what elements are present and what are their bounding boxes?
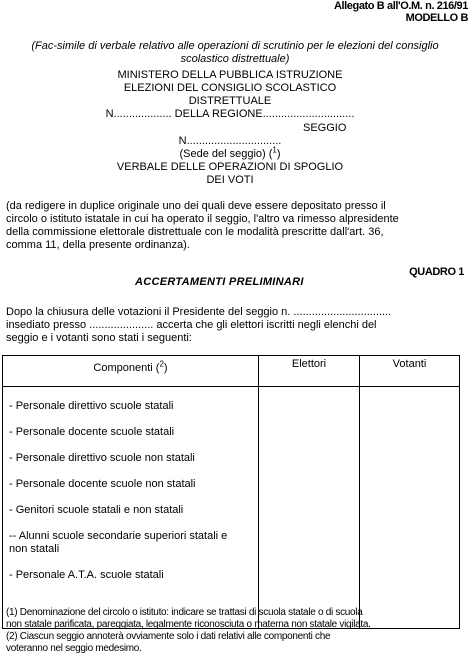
footnote-2-line1: (2) Ciascun seggio annoterà ovviamente solo i dati relativi alle componenti che <box>6 631 331 642</box>
section-title: ACCERTAMENTI PRELIMINARI <box>135 276 304 288</box>
instructions-line4: comma 11, della presente ordinanza). <box>6 239 190 251</box>
col-header-votanti: Votanti <box>360 356 460 387</box>
intro-note-line2: scolastico distrettuale) <box>180 53 290 65</box>
table-body-row <box>3 387 460 629</box>
election-title: ELEZIONI DEL CONSIGLIO SCOLASTICO <box>123 82 337 94</box>
componenti-footnote-ref: 2 <box>159 359 164 369</box>
table-row: - Personale docente scuole non statali <box>9 478 196 490</box>
col-header-elettori: Elettori <box>259 356 360 387</box>
table-row: - Personale direttivo scuole statali <box>9 400 174 412</box>
sede-footnote-ref: 1 <box>272 145 277 155</box>
instructions-line1: (da redigere in duplice originale uno dei quali deve essere depositato presso il <box>6 200 386 212</box>
elettori-column <box>259 387 360 629</box>
region-line: N................... DELLA REGIONE.............................. <box>105 108 355 120</box>
verbale-title-line1: VERBALE DELLE OPERAZIONI DI SPOGLIO <box>116 161 344 173</box>
table-row-continuation: non statali <box>9 543 60 555</box>
body-para-line1: Dopo la chiusura delle votazioni il Presidente del seggio n. ................................ <box>6 306 392 318</box>
votanti-column <box>360 387 460 629</box>
table-row: - Personale A.T.A. scuole statali <box>9 569 164 581</box>
componenti-column <box>3 387 259 629</box>
ministry-title: MINISTERO DELLA PUBBLICA ISTRUZIONE <box>117 69 343 81</box>
col-header-componenti: Componenti ($^2$) <box>3 356 259 387</box>
seggio-label: SEGGIO <box>303 122 347 134</box>
verbale-title-line2: DEI VOTI <box>206 174 254 186</box>
body-para-line2: insediato presso ..................... accerta che gli elettori iscritti negli elenchi del <box>6 319 377 331</box>
footnote-2-line2: voteranno nel seggio medesimo. <box>6 643 142 654</box>
table-row: - Personale direttivo scuole non statali <box>9 452 195 464</box>
seggio-number-line: N............................... <box>178 135 282 147</box>
intro-note-line1: (Fac-simile di verbale relativo alle operazioni di scrutinio per le elezioni del consiglio <box>31 40 439 52</box>
sede-label: (Sede del seggio) ( <box>179 148 273 160</box>
body-para-line3: seggio e i votanti sono stati i seguenti: <box>6 332 192 344</box>
instructions-line3: della commissione elettorale distrettuale con le modalità prescritte dall'art. 36, <box>6 226 384 238</box>
quadro-label: QUADRO 1 <box>409 266 464 278</box>
modello-label: MODELLO B <box>405 12 468 24</box>
sede-line <box>60 145 400 161</box>
district-title: DISTRETTUALE <box>188 95 272 107</box>
footnote-1-line2: non statale parificata, pareggiata, legalmente riconosciuta o materna non statale vigilata. <box>6 619 371 630</box>
allegato-reference: Allegato B all'O.M. n. 216/91 <box>333 0 468 12</box>
table-header-row <box>3 356 460 387</box>
voters-table <box>2 355 460 629</box>
instructions-line2: circolo o istituto istatale in cui ha operato il seggio, l'altro va rimesso alpresidente <box>6 213 399 225</box>
footnote-1-line1: (1) Denominazione del circolo o istituto: indicare se trattasi di scuola statale o di scuola <box>6 607 363 618</box>
table-row: -- Alunni scuole secondarie superiori statali e <box>9 530 228 542</box>
sede-close: ) <box>276 148 281 160</box>
table-row: - Personale docente scuole statali <box>9 426 175 438</box>
table-row: - Genitori scuole statali e non statali <box>9 504 184 516</box>
